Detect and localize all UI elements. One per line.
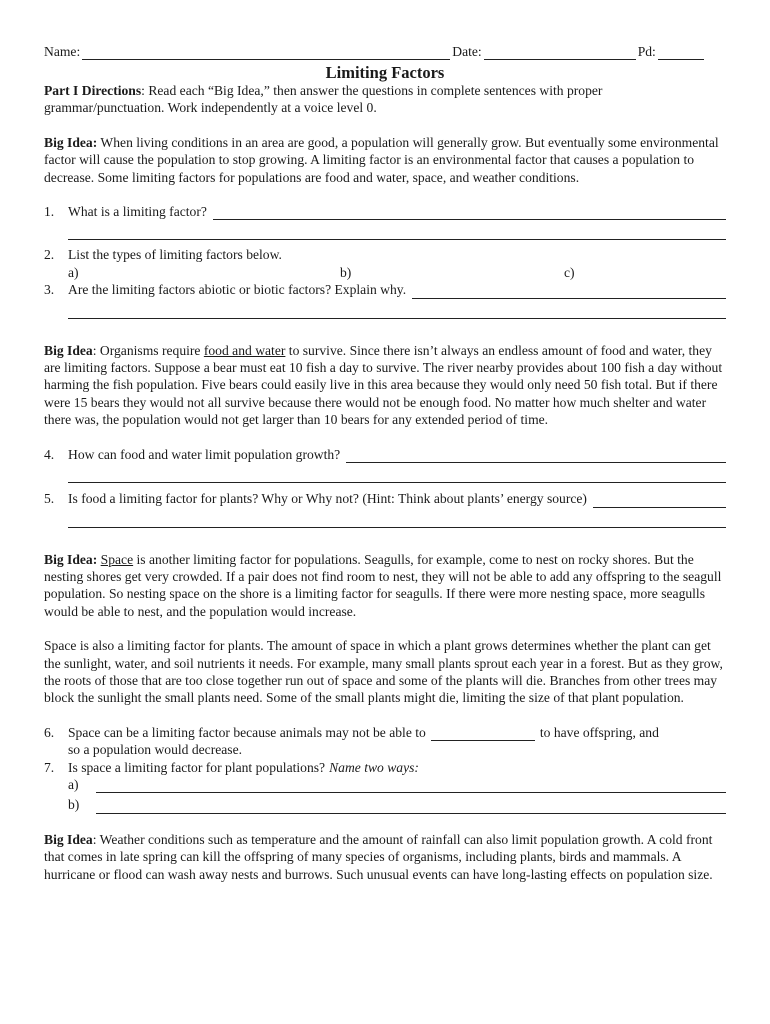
option-a: a) [68, 776, 79, 792]
question-number: 7. [44, 759, 55, 775]
option-c: c) [564, 264, 575, 280]
big-idea-label: Big Idea: [44, 134, 98, 150]
big-idea-4 [44, 831, 726, 883]
question-text: Are the limiting factors abiotic or biotic factors? Explain why. [68, 282, 407, 298]
question-number: 1. [44, 204, 55, 220]
big-idea-3 [44, 551, 726, 621]
big-idea-label: Big Idea [44, 831, 93, 847]
factor-list [68, 264, 726, 281]
question-number: 6. [44, 724, 55, 740]
page-title: Limiting Factors [325, 63, 445, 82]
question-7 [44, 759, 726, 776]
option-a: a) [68, 264, 79, 280]
question-hint: Name two ways: [329, 759, 419, 775]
question-text: How can food and water limit population growth? [68, 446, 341, 462]
question-text: List the types of limiting factors below. [68, 247, 282, 263]
big-idea-text: : Organisms require [92, 342, 204, 358]
answer-line[interactable] [68, 220, 726, 240]
space-plants-paragraph: Space is also a limiting factor for plants. The amount of space in which a plant grows determines whether the plant can get the sunlight, water, and soil nutrients it needs. For example, many small plants sprout each year in a forest. But as they grow, the roots of those that are too close together run out of space and some of the plants will die. Branches from other trees may block the sunlight the small plants need. Some of the small plants might die, limiting the size of that plant population. [44, 638, 723, 706]
question-text: Is space a limiting factor for plant populations? [68, 759, 326, 775]
answer-line[interactable] [213, 207, 726, 220]
answer-line[interactable] [593, 495, 726, 508]
option-b: b) [68, 797, 80, 813]
question-3 [44, 281, 726, 298]
answer-line[interactable] [96, 801, 726, 814]
space-term: Space [100, 551, 134, 567]
answer-line[interactable] [412, 286, 726, 299]
directions-label: Part I Directions [44, 83, 142, 98]
question-6-cont: so a population would decrease. [68, 742, 243, 758]
answer-line[interactable] [68, 299, 726, 319]
big-idea-label: Big Idea [44, 342, 93, 358]
answer-line[interactable] [346, 450, 726, 463]
pd-label: Pd: [637, 44, 656, 59]
directions [44, 82, 726, 117]
question-number: 2. [44, 247, 55, 263]
question-5 [44, 490, 726, 507]
worksheet [44, 44, 726, 883]
big-idea-text: is another limiting factor for populations. Seagulls, for example, come to nest on rocky shores. But the nesting shores get very crowded. If a pair does not find room to nest, they will not be able to add any offspring to the seagull population. So nesting space on the shore is a limiting factor for seagulls. If there were more nesting space, more seagulls would be able to nest, and the population would increase. [44, 551, 722, 619]
big-idea-text: to survive. Since there isn’t always an endless amount of food and water, they are limiting factors. Suppose a bear must eat 10 fish a day to survive. The river nearby provides about 100 fish a day without harming the fish population. Five bears could easily live in this area because they would only need 50 fish total. But if there were 15 bears they would not all survive because there would not be enough food. No matter how much shelter and water there was, the population would not get larger than 10 bears for any extended period of time. [44, 342, 723, 428]
name-field[interactable] [82, 46, 450, 60]
food-water-term: food and water [203, 342, 286, 358]
header-row [44, 44, 726, 60]
question-7-b [68, 796, 726, 813]
option-b: b) [340, 264, 352, 280]
question-2 [44, 246, 726, 263]
question-1 [44, 203, 726, 220]
question-number: 5. [44, 491, 55, 507]
question-text: What is a limiting factor? [68, 204, 207, 220]
question-6 [44, 724, 726, 741]
date-label: Date: [452, 44, 482, 59]
big-idea-1 [44, 134, 726, 186]
directions-text: : Read each “Big Idea,” then answer the questions in complete sentences with proper grammar/punctuation. Work independently at a voice level 0. [44, 83, 603, 116]
big-idea-text: When living conditions in an area are good, a population will generally grow. But eventually some environmental factor will cause the population to stop growing. A limiting factor is an environmental factor that causes a population to decrease. Some limiting factors for populations are food and water, space, and weather conditions. [44, 134, 719, 185]
pd-field[interactable] [658, 46, 704, 60]
question-text: Is food a limiting factor for plants? Why or Why not? (Hint: Think about plants’ energy source) [68, 491, 587, 507]
big-idea-2 [44, 342, 726, 429]
answer-line[interactable] [68, 463, 726, 483]
question-number: 3. [44, 282, 55, 298]
question-number: 4. [44, 446, 55, 462]
name-label: Name: [44, 44, 81, 59]
question-text-cont: to have offspring, and [539, 724, 659, 740]
question-text: Space can be a limiting factor because animals may not be able to [68, 724, 426, 740]
answer-line[interactable] [68, 508, 726, 528]
answer-blank[interactable] [431, 727, 535, 741]
question-4 [44, 446, 726, 463]
big-idea-text: : Weather conditions such as temperature and the amount of rainfall can also limit population growth. A cold front that comes in late spring can kill the offspring of many species of organisms, including plants, birds and mammals. A hurricane or flood can wash away nests and burrows. Such unusual events can have long-lasting effects on population size. [44, 831, 713, 882]
question-7-a [68, 776, 726, 793]
big-idea-label: Big Idea: [44, 551, 98, 567]
date-field[interactable] [484, 46, 636, 60]
answer-line[interactable] [96, 780, 726, 793]
